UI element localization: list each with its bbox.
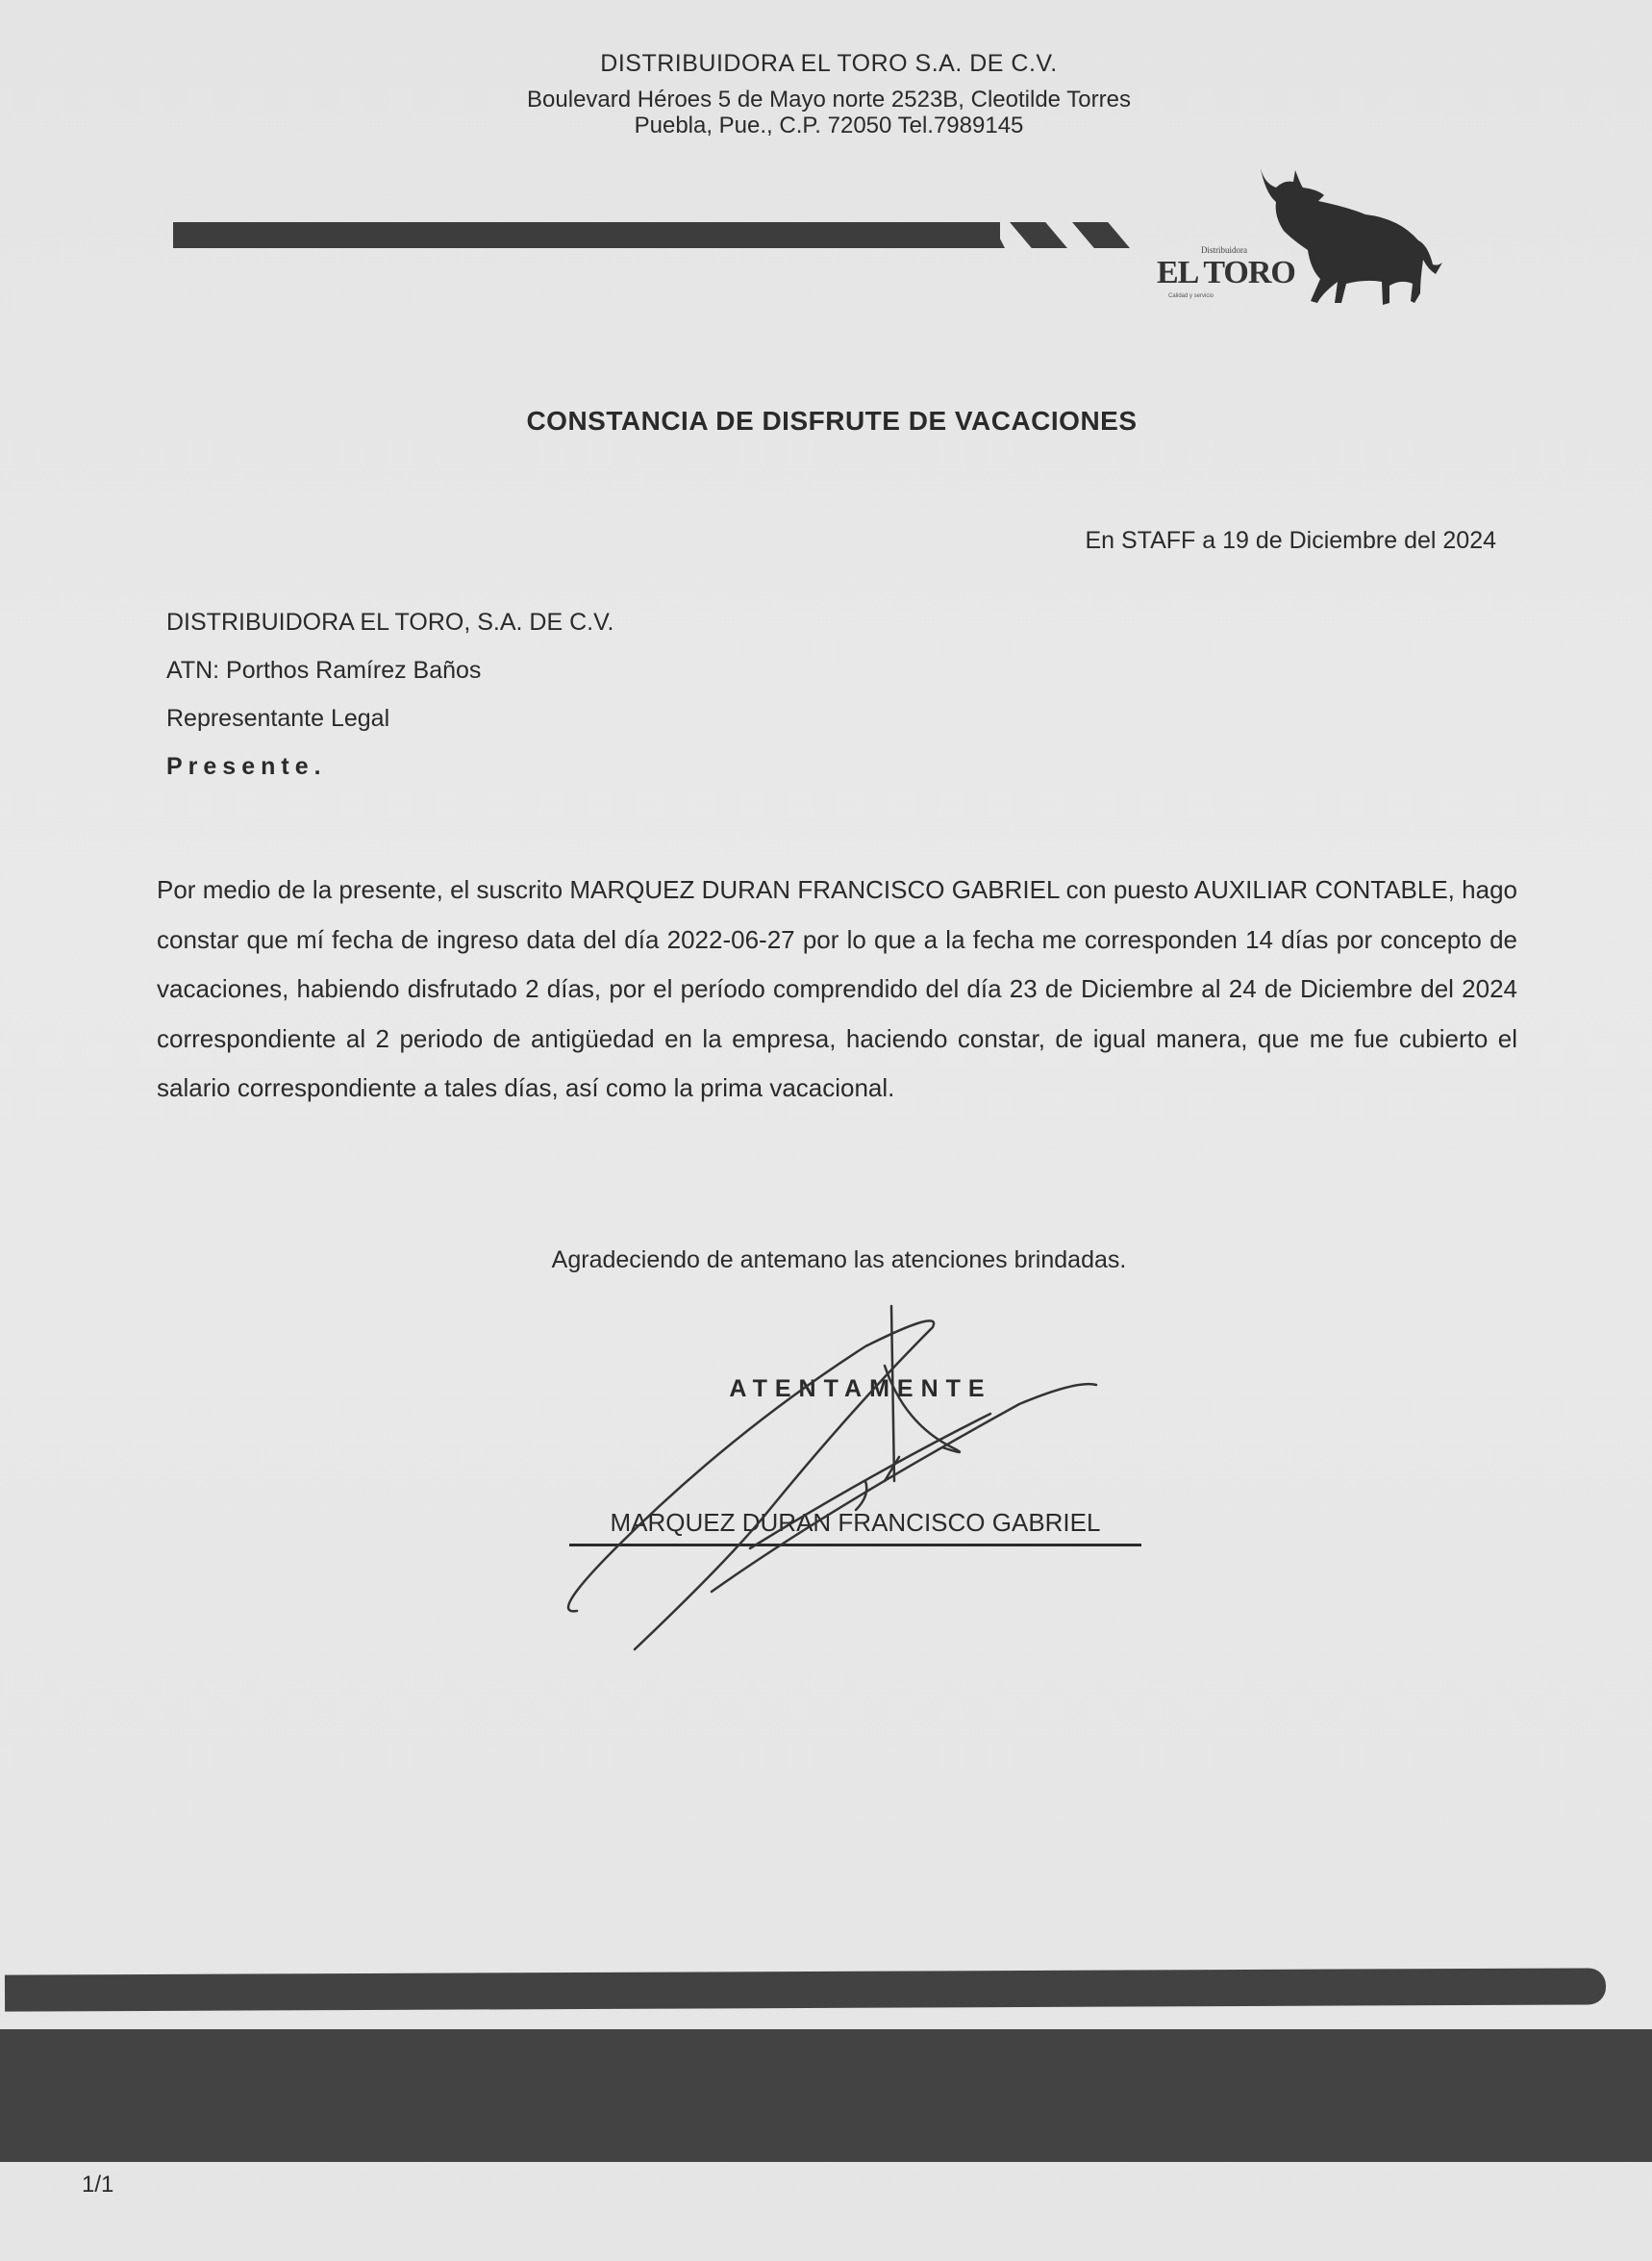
addressee-company: DISTRIBUIDORA EL TORO, S.A. DE C.V.	[166, 609, 614, 636]
addressee-role: Representante Legal	[166, 705, 390, 732]
document-title: CONSTANCIA DE DISFRUTE DE VACACIONES	[526, 406, 1138, 436]
address-line-1: Boulevard Héroes 5 de Mayo norte 2523B, Cleotilde Torres	[527, 87, 1131, 113]
letterhead-company: DISTRIBUIDORA EL TORO S.A. DE C.V.	[600, 50, 1058, 77]
logo-name: EL TORO	[1157, 255, 1295, 290]
closing-line: Agradeciendo de antemano las atenciones brindadas.	[551, 1246, 1127, 1273]
date-line: En STAFF a 19 de Diciembre del 2024	[1085, 527, 1496, 554]
page-number: 1/1	[82, 2172, 114, 2198]
footer-band	[0, 2029, 1652, 2162]
header-slash	[1072, 222, 1130, 248]
letterhead-address	[0, 87, 1652, 138]
body-paragraph: Por medio de la presente, el suscrito MARQUEZ DURAN FRANCISCO GABRIEL con puesto AUXILIAR CONTABLE, hago constar que mí fecha de ingreso data del día 2022-06-27 por lo que a la fecha me corresponden 14 días por concepto de vacaciones, habiendo disfrutado 2 días, por el período comprendido del día 23 de Diciembre al 24 de Diciembre del 2024 correspondiente al 2 periodo de antigüedad en la empresa, haciendo constar, de igual manera, que me fue cubierto el salario correspondiente a tales días, así como la prima vacacional.	[157, 875, 1517, 1102]
logo-tagline: Calidad y servicio	[1168, 293, 1214, 299]
el-toro-logo	[1149, 159, 1447, 313]
signer-name: MARQUEZ DURAN FRANCISCO GABRIEL	[569, 1508, 1141, 1546]
footer-bar	[5, 1968, 1606, 2011]
handwritten-signature	[538, 1289, 1115, 1654]
addressee-attn: ATN: Porthos Ramírez Baños	[166, 657, 482, 684]
header-slash	[1010, 222, 1067, 248]
addressee-greeting: Presente.	[166, 753, 327, 780]
logo-small-text: Distribuidora	[1201, 245, 1247, 255]
header-bar	[173, 222, 1000, 248]
address-line-2: Puebla, Pue., C.P. 72050 Tel.7989145	[634, 113, 1024, 138]
signoff: ATENTAMENTE	[729, 1375, 992, 1402]
